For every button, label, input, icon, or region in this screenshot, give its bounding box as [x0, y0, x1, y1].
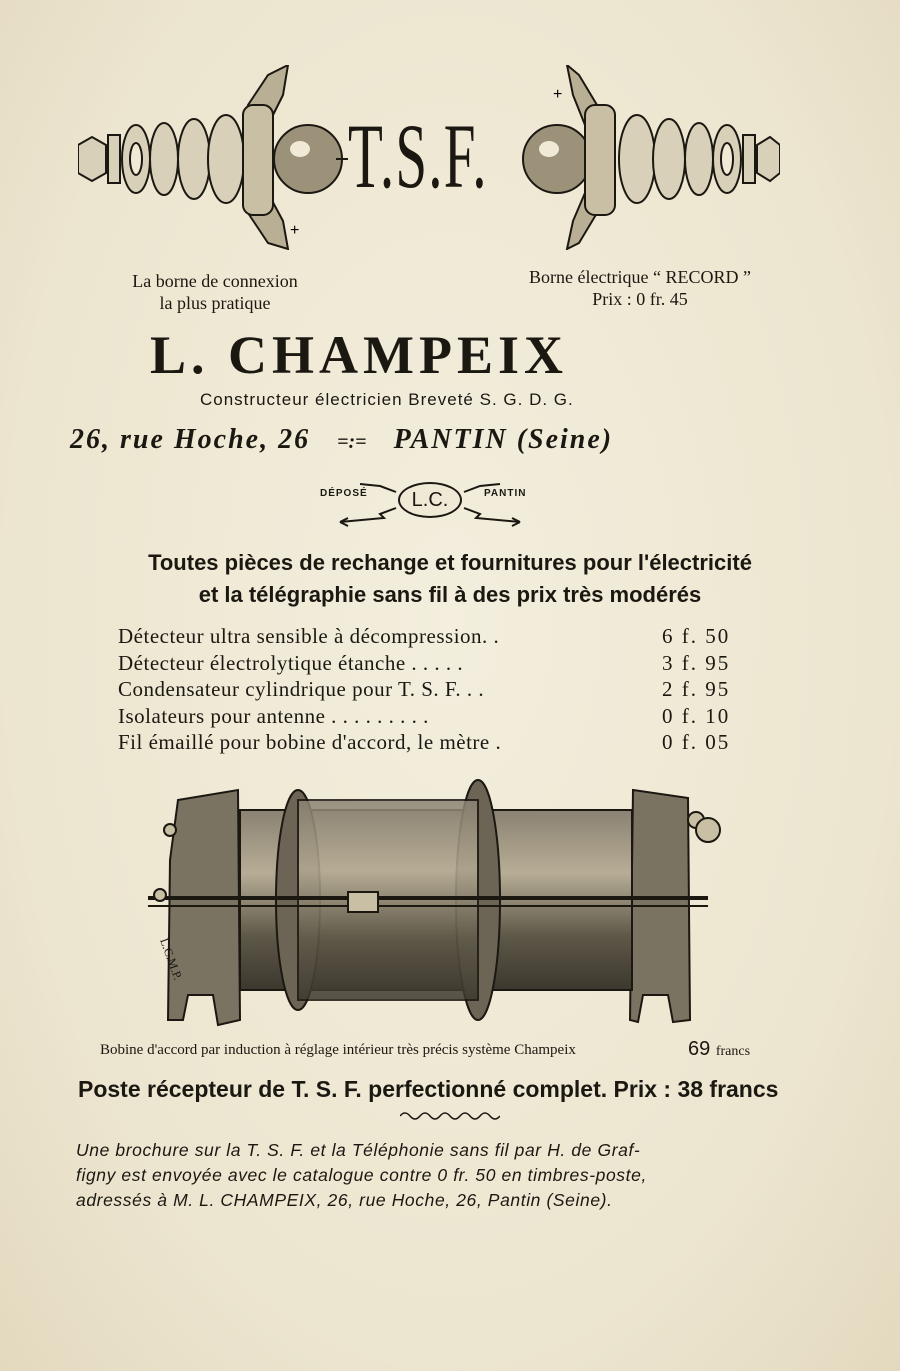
city-address: PANTIN (Seine): [393, 424, 614, 455]
left-terminal-caption: [120, 270, 310, 314]
right-caption-price: Prix : 0 fr. 45: [592, 289, 688, 309]
company-name: L. CHAMPEIX: [150, 325, 568, 385]
coil-caption: Bobine d'accord par induction à réglage intérieur très précis système Champeix: [100, 1042, 576, 1058]
headline-line-1: Toutes pièces de rechange et fournitures pour l'électricité: [148, 550, 752, 575]
item-price: 0 f. 05: [662, 730, 731, 754]
coil-engraving: L.C.M.P.: [157, 936, 186, 982]
price-row: [118, 730, 758, 757]
company-tagline: Constructeur électricien Breveté S. G. D. G.: [200, 390, 574, 409]
item-label: Isolateurs pour antenne . . . . . . . . .: [118, 703, 429, 728]
brochure-line: Une brochure sur la T. S. F. et la Téléphonie sans fil par H. de Graf-: [76, 1140, 641, 1160]
item-label: Condensateur cylindrique pour T. S. F. . .: [118, 677, 485, 701]
street-address: 26, rue Hoche, 26: [70, 424, 311, 455]
deposited-label: DÉPOSÉ: [320, 488, 368, 499]
right-caption-line: Borne électrique “ RECORD ”: [529, 267, 751, 287]
coil-price-value: 69: [688, 1038, 711, 1060]
price-row: [118, 651, 758, 678]
brochure-notice: [76, 1138, 796, 1213]
item-price: 0 f. 10: [662, 703, 731, 728]
left-caption-line: la plus pratique: [159, 293, 271, 313]
item-price: 2 f. 95: [662, 677, 731, 701]
pantin-label: PANTIN: [484, 488, 527, 499]
left-terminal-illustration: [78, 65, 348, 250]
item-label: Détecteur ultra sensible à décompression. .: [118, 624, 500, 648]
price-row: [118, 704, 758, 731]
lc-monogram: L.C.: [398, 482, 462, 518]
item-label: Détecteur électrolytique étanche . . . . .: [118, 650, 464, 675]
item-label: Fil émaillé pour bobine d'accord, le mètre .: [118, 730, 502, 754]
item-price: 3 f. 95: [662, 650, 731, 675]
coil-price: [688, 1038, 750, 1061]
receiver-offer: Poste récepteur de T. S. F. perfectionné complet. Prix : 38 francs: [78, 1076, 779, 1102]
minus-mark: +: [290, 222, 300, 239]
trademark-logo: [320, 478, 540, 528]
address-separator: =:=: [337, 431, 367, 453]
left-caption-line: La borne de connexion: [132, 271, 298, 291]
price-row: [118, 677, 758, 704]
coil-price-unit: francs: [715, 1044, 751, 1059]
right-terminal-caption: [505, 266, 775, 310]
tuning-coil-illustration: [148, 770, 738, 1040]
page-title: T.S.F.: [348, 105, 488, 207]
wavy-divider: [400, 1110, 500, 1122]
brochure-line: figny est envoyée avec le catalogue contre 0 fr. 50 en timbres-poste,: [76, 1165, 647, 1185]
price-row: [118, 624, 758, 651]
brochure-line: adressés à M. L. CHAMPEIX, 26, rue Hoche, 26, Pantin (Seine).: [76, 1190, 613, 1210]
headline-line-2: et la télégraphie sans fil à des prix très modérés: [198, 582, 702, 607]
item-price: 6 f. 50: [662, 624, 731, 648]
price-list: [118, 624, 758, 757]
right-terminal-illustration: [515, 65, 780, 250]
company-address: [70, 424, 613, 456]
svg-text:+: +: [553, 86, 563, 103]
